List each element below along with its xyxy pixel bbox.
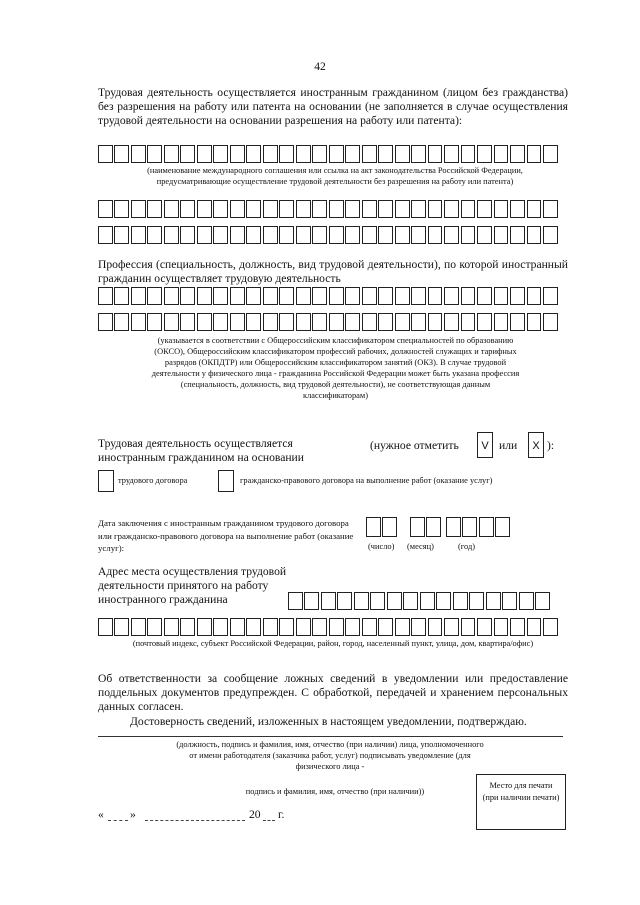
- date-day-blank[interactable]: [108, 818, 128, 821]
- agreement-cells-row-3[interactable]: [98, 226, 558, 244]
- mark-or: или: [499, 439, 518, 452]
- mark-suffix: ):: [547, 439, 555, 452]
- confirm-text: Достоверность сведений, изложенных в настоящем уведомлении, подтверждаю.: [130, 715, 527, 728]
- date-month-blank[interactable]: [145, 818, 245, 821]
- profession-text: Профессия (специальность, должность, вид трудовой деятельности), по которой иностранный гражданин осуществляет трудовую деятельность: [98, 258, 568, 286]
- agreement-cells-row-1[interactable]: [98, 145, 558, 163]
- address-cells-row-2[interactable]: [98, 618, 558, 636]
- agreement-caption: (наименование международного соглашения или ссылка на акт законодательства Российской Федерации, предусматривающие осуществление трудовой деятельности без разрешения на работу или патента): [147, 166, 523, 186]
- date-year-blank[interactable]: [263, 818, 275, 821]
- date-day-cells[interactable]: [366, 517, 397, 537]
- page-number: 42: [314, 60, 326, 73]
- profession-cells-row-2[interactable]: [98, 313, 558, 331]
- agreement-cells-row-2[interactable]: [98, 200, 558, 218]
- signature-caption-end: подпись и фамилия, имя, отчество (при наличии)): [245, 787, 425, 796]
- mark-v-example: V: [477, 432, 493, 458]
- address-cells-row-1[interactable]: [288, 592, 550, 610]
- mark-x-example: X: [528, 432, 544, 458]
- address-label: Адрес места осуществления трудовой деятельности принятого на работу иностранного гражданина: [98, 565, 287, 607]
- date-month-caption: (месяц): [407, 542, 434, 551]
- date-day-caption: (число): [368, 542, 395, 551]
- labor-contract-checkbox[interactable]: [98, 470, 114, 492]
- date-year-suffix: г.: [278, 808, 285, 821]
- responsibility-text: Об ответственности за сообщение ложных сведений в уведомлении или предоставление поддельных документов предупрежден. С обработкой, передачей и хранением персональных данных согласен.: [98, 672, 568, 714]
- date-quote-open: «: [98, 808, 104, 821]
- signature-caption: (должность, подпись и фамилия, имя, отчество (при наличии) лица, уполномоченного от имени работодателя (заказчика работ, услуг) подписывать уведомление (для физического лица -: [176, 740, 484, 771]
- date-quote-close: »: [130, 808, 136, 821]
- date-month-cells[interactable]: [410, 517, 441, 537]
- labor-contract-label: трудового договора: [118, 476, 188, 485]
- civil-contract-checkbox[interactable]: [218, 470, 234, 492]
- basis-text: Трудовая деятельность осуществляется иностранным гражданином на основании: [98, 437, 304, 465]
- date-year-caption: (год): [458, 542, 476, 551]
- foreign-permit-text: Трудовая деятельность осуществляется иностранным гражданином (лицом без гражданства) без разрешения на работу или патента на основании (не заполняется в случае осуществления трудовой деятельности на основании разрешения на работу или патента):: [98, 86, 568, 128]
- date-year-cells[interactable]: [446, 517, 510, 537]
- civil-contract-label: гражданско-правового договора на выполнение работ (оказание услуг): [240, 476, 493, 485]
- mark-instruction-prefix: (нужное отметить: [370, 439, 459, 452]
- date-year-prefix: 20: [249, 808, 261, 821]
- signature-line[interactable]: [98, 736, 563, 737]
- stamp-box: Место для печати (при наличии печати): [476, 774, 566, 830]
- profession-cells-row-1[interactable]: [98, 287, 558, 305]
- contract-date-label: Дата заключения с иностранным гражданином трудового договора или гражданско-правового договора на выполнение работ (оказание услуг):: [98, 518, 354, 553]
- profession-caption: (указывается в соответствии с Общероссийским классификатором специальностей по образованию (ОКСО), Общероссийским классификатором профессий рабочих, должностей служащих и тарифных разрядов (ОКПДТР) или Общероссийским классификатором занятий (ОКЗ). В случае трудовой деятельности у физического лица - гражданина Российской Федерации может быть указана профессия (специальность, должность, вид трудовой деятельности), не соответствующая данным классификаторам): [151, 336, 520, 400]
- address-caption: (почтовый индекс, субъект Российской Федерации, район, город, населенный пункт, улица, дом, квартира/офис): [132, 639, 534, 648]
